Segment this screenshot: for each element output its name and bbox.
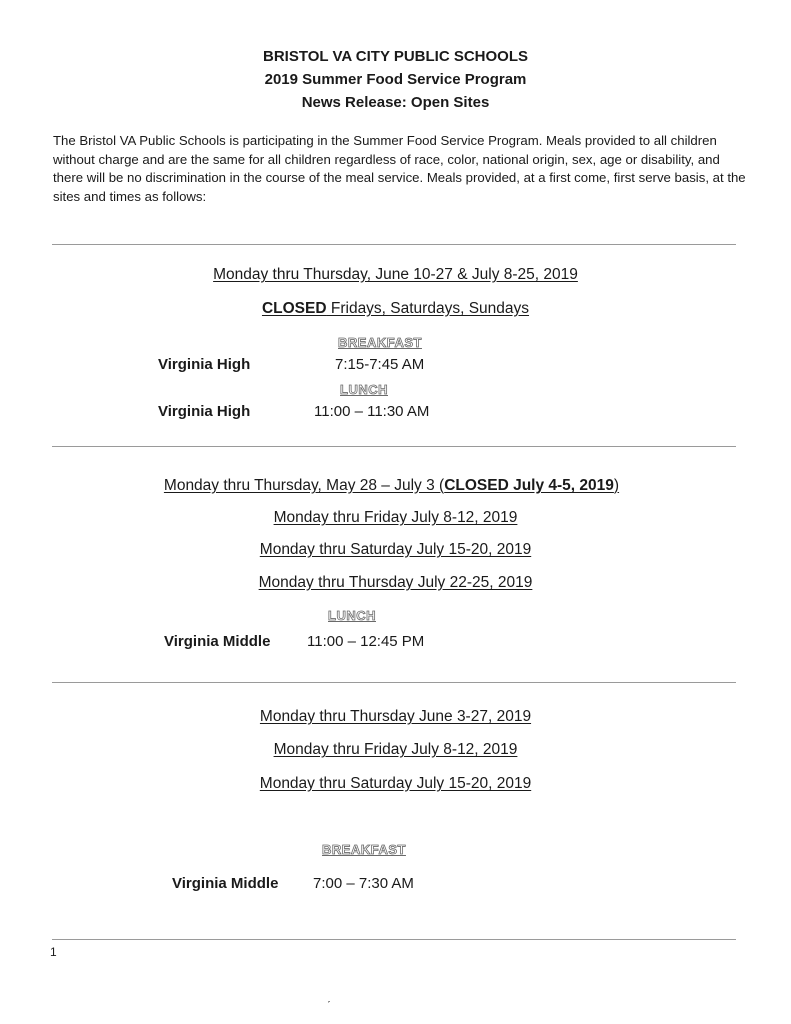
- section2-schedule-4: [0, 574, 791, 592]
- lunch-label: LUNCH: [340, 382, 388, 397]
- schedule-text: Monday thru Friday July 8-12, 2019: [273, 741, 518, 758]
- schedule-end: ): [613, 477, 620, 494]
- header-line-3: News Release: Open Sites: [301, 94, 490, 111]
- section2-schedule-1-text: [164, 477, 619, 494]
- divider-3: [52, 682, 736, 683]
- stray-mark: ˊ: [327, 1000, 331, 1012]
- breakfast-label: BREAKFAST: [322, 842, 406, 857]
- section1-closed-line: [0, 300, 791, 318]
- section1-closed: [262, 300, 529, 317]
- schedule-text: Monday thru Saturday July 15-20, 2019: [259, 541, 532, 558]
- schedule-text: Monday thru Friday July 8-12, 2019: [273, 509, 518, 526]
- breakfast-label: BREAKFAST: [338, 335, 422, 350]
- divider-2: [52, 446, 736, 447]
- site-name: Virginia High: [158, 403, 251, 420]
- section2-schedule-2: [0, 509, 791, 527]
- section3-schedule-1: [0, 708, 791, 726]
- meal-time: 7:00 – 7:30 AM: [313, 875, 414, 892]
- divider-1: [52, 244, 736, 245]
- schedule-text: Monday thru Saturday July 15-20, 2019: [259, 775, 532, 792]
- page-number: 1: [50, 945, 57, 959]
- site-name: Virginia Middle: [164, 633, 271, 650]
- meal-time: 11:00 – 12:45 PM: [307, 633, 425, 650]
- section1-schedule: [0, 266, 791, 284]
- divider-4: [52, 939, 736, 940]
- section2-schedule-1: [0, 477, 787, 495]
- section1-closed-word: CLOSED: [261, 300, 327, 317]
- schedule-text: Monday thru Thursday July 22-25, 2019: [258, 574, 533, 591]
- lunch-label: LUNCH: [328, 608, 376, 623]
- section2-schedule-3: [0, 541, 791, 559]
- intro-paragraph: The Bristol VA Public Schools is participating in the Summer Food Service Program. Meals provided to all children without charge and are the same for all children regardless of race, color, national origin, sex, age or disability, and there will be no discrimination in the course of the meal service. Meals provided, at a first come, first serve basis, at the sites and times as follows:: [53, 133, 746, 204]
- section3-schedule-2: [0, 741, 791, 759]
- meal-time: 11:00 – 11:30 AM: [314, 403, 430, 420]
- site-name: Virginia High: [158, 356, 251, 373]
- site-name: Virginia Middle: [172, 875, 279, 892]
- section1-closed-days: Fridays, Saturdays, Sundays: [326, 300, 530, 317]
- section1-schedule-text: Monday thru Thursday, June 10-27 & July 8-25, 2019: [213, 266, 578, 283]
- section3-schedule-3: [0, 775, 791, 793]
- schedule-closed: CLOSED July 4-5, 2019: [444, 477, 614, 494]
- schedule-text: Monday thru Thursday June 3-27, 2019: [259, 708, 532, 725]
- meal-time: 7:15-7:45 AM: [335, 356, 425, 373]
- header-line-1: BRISTOL VA CITY PUBLIC SCHOOLS: [262, 48, 529, 65]
- header-line-2: 2019 Summer Food Service Program: [264, 71, 527, 88]
- schedule-main: Monday thru Thursday, May 28 – July 3 (: [163, 477, 445, 494]
